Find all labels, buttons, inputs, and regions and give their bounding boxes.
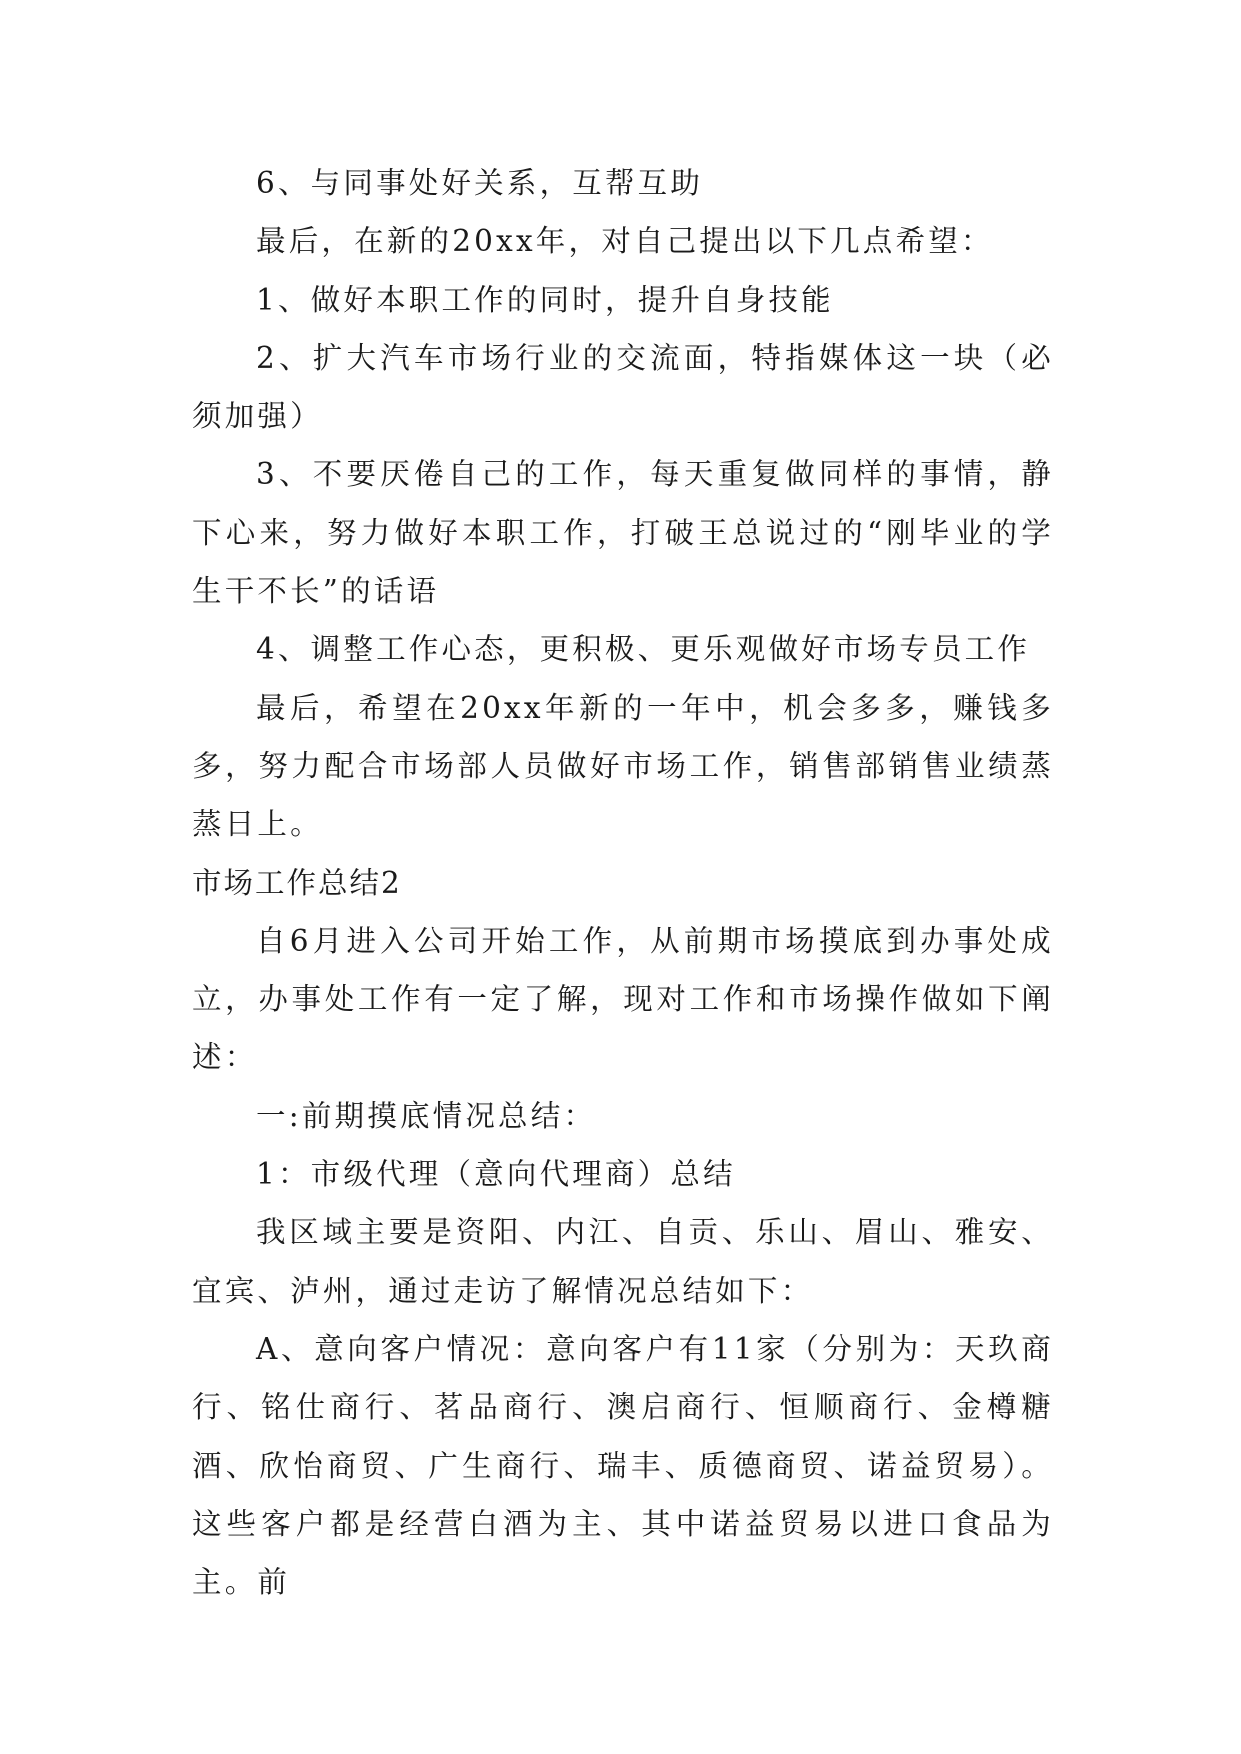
paragraph-region: 我区域主要是资阳、内江、自贡、乐山、眉山、雅安、宜宾、泸州，通过走访了解情况总结如下： [192,1215,1054,1308]
paragraph-subsection-1-1: 1：市级代理（意向代理商）总结 [256,1157,736,1192]
paragraph-hope-2: 2、扩大汽车市场行业的交流面，特指媒体这一块（必须加强） [192,340,1054,434]
paragraph-subsection-1: 一:前期摸底情况总结： [256,1098,597,1133]
paragraph-item-6: 6、与同事处好关系，互帮互助 [256,166,704,200]
document-body [192,154,1054,1611]
paragraph-hope-4: 4、调整工作心态，更积极、更乐观做好市场专员工作 [256,632,1031,667]
paragraph-clients: A、意向客户情况：意向客户有11家（分别为：天玖商行、铭仕商行、茗品商行、澳启商行、恒顺商行、金樽糖酒、欣怡商贸、广生商行、瑞丰、质德商贸、诺益贸易）。这些客户都是经营白酒为主、其中诺益贸易以进口食品为主。前 [192,1331,1054,1600]
paragraph-hope-3: 3、不要厌倦自己的工作，每天重复做同样的事情，静下心来，努力做好本职工作，打破王总说过的“刚毕业的学生干不长”的话语 [192,457,1054,609]
section-heading: 市场工作总结2 [192,865,402,900]
paragraph-hopes-intro: 最后，在新的20xx年，对自己提出以下几点希望： [256,224,994,259]
paragraph-hope-1: 1、做好本职工作的同时，提升自身技能 [256,282,834,317]
paragraph-intro: 自6月进入公司开始工作，从前期市场摸底到办事处成立，办事处工作有一定了解，现对工作和市场操作做如下阐述： [192,923,1054,1075]
paragraph-closing: 最后，希望在20xx年新的一年中，机会多多，赚钱多多，努力配合市场部人员做好市场工作，销售部销售业绩蒸蒸日上。 [192,690,1054,842]
